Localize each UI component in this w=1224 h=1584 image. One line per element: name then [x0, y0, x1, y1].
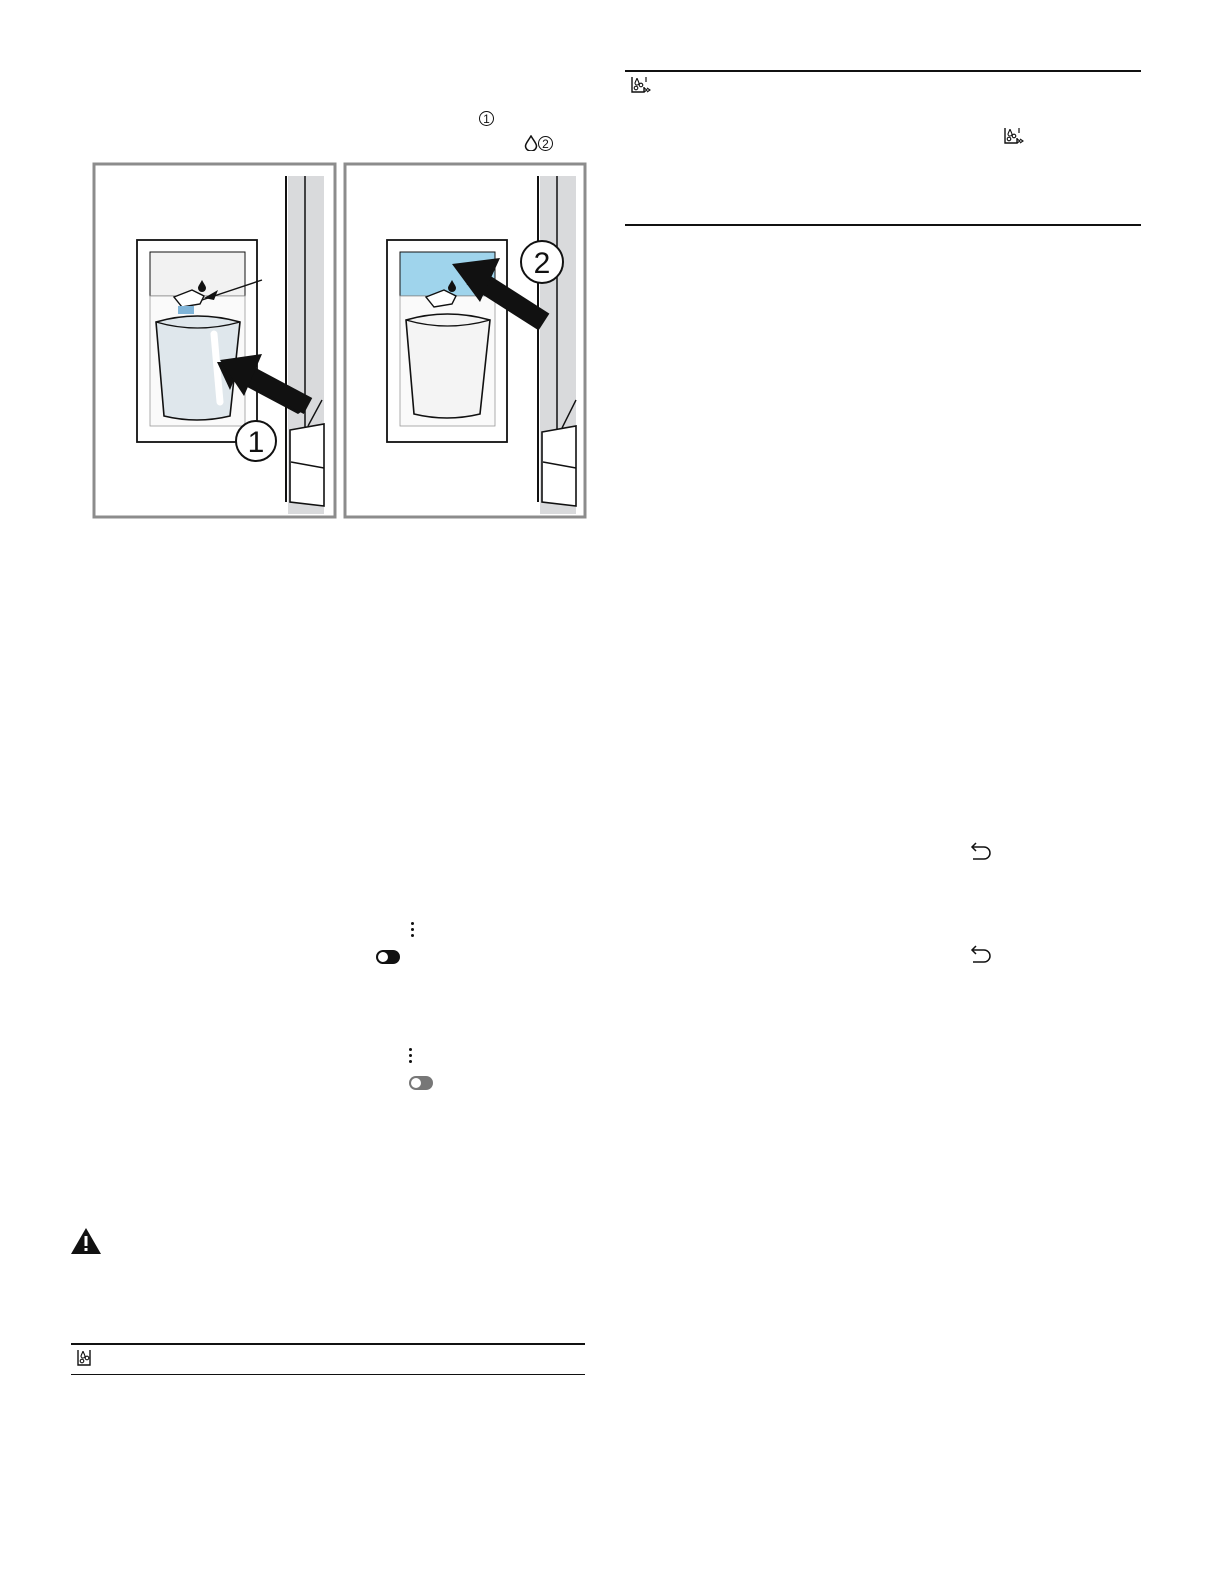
step-2-marker-number: 2 — [542, 136, 549, 151]
step-1-marker — [479, 111, 494, 126]
left-bottom-rule-bottom — [71, 1374, 585, 1375]
right-mid-rule — [625, 224, 1141, 226]
toggle-off-icon — [409, 1076, 433, 1090]
warning-triangle-icon — [70, 1227, 102, 1255]
right-top-rule — [625, 70, 1141, 72]
step-1-marker-number: 1 — [483, 111, 490, 126]
more-options-icon — [409, 1048, 413, 1066]
more-options-icon — [411, 922, 415, 940]
dispenser-illustration — [92, 162, 588, 520]
callout-2-label: 2 — [533, 247, 551, 280]
water-filter-icon — [631, 76, 651, 94]
water-drop-icon — [524, 135, 538, 151]
water-filter-icon — [77, 1349, 97, 1367]
water-filter-icon — [1004, 127, 1024, 145]
left-bottom-rule-top — [71, 1343, 585, 1345]
step-2-marker — [538, 136, 553, 151]
back-arrow-icon — [969, 944, 993, 964]
back-arrow-icon — [969, 841, 993, 861]
callout-1-label: 1 — [247, 426, 265, 459]
toggle-on-icon — [376, 950, 400, 964]
